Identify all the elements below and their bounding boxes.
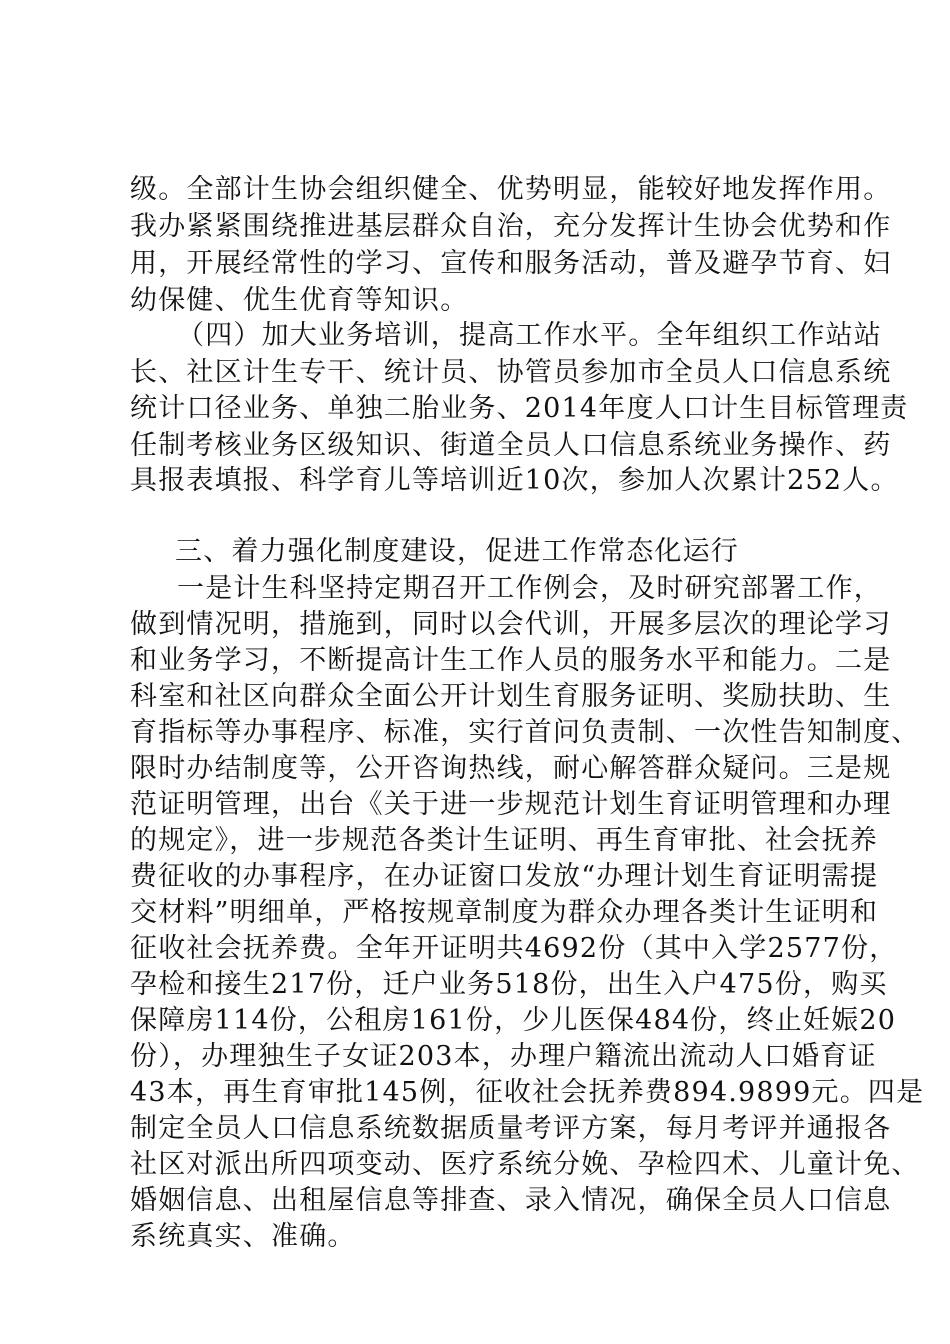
text-line: 交材料”明细单，严格按规章制度为群众办理各类计生证明和 [130,897,879,928]
text-line: 长、社区计生专干、统计员、协管员参加市全员人口信息系统 [130,357,892,388]
text-line: 做到情况明，措施到，同时以会代训，开展多层次的理论学习 [130,609,892,640]
text-line: 具报表填报、科学育儿等培训近10次，参加人次累计252人。 [130,465,899,496]
text-line: 费征收的办事程序，在办证窗口发放“办理计划生育证明需提 [130,861,879,892]
text-line: 43本，再生育审批145例，征收社会抚养费894.9899元。四是 [130,1077,925,1108]
text-line: 婚姻信息、出租屋信息等排查、录入情况，确保全员人口信息 [130,1185,892,1216]
text-line: 用，开展经常性的学习、宣传和服务活动，普及避孕节育、妇 [130,248,892,279]
text-line: 份），办理独生子女证203本，办理户籍流出流动人口婚育证 [130,1041,877,1072]
text-line: 统计口径业务、单独二胎业务、2014年度人口计生目标管理责 [130,393,909,424]
text-line: 保障房114份，公租房161份，少儿医保484份，终止妊娠20 [130,1005,897,1036]
text-line: 征收社会抚养费。全年开证明共4692份（其中入学2577份， [130,933,898,964]
text-line: 科室和社区向群众全面公开计划生育服务证明、奖励扶助、生 [130,681,892,712]
text-line: 育指标等办事程序、标准，实行首问负责制、一次性告知制度、 [130,717,920,748]
section-heading: 三、着力强化制度建设，促进工作常态化运行 [175,536,739,567]
section-heading: （四）加大业务培训，提高工作水平。全年组织工作站站 [177,320,882,351]
text-line: 系统真实、准确。 [130,1221,356,1252]
text-line: 限时办结制度等，公开咨询热线，耐心解答群众疑问。三是规 [130,753,892,784]
text-line: 范证明管理，出台《关于进一步规范计划生育证明管理和办理 [130,789,892,820]
text-line: 幼保健、优生优育等知识。 [130,285,469,316]
text-line: 制定全员人口信息系统数据质量考评方案，每月考评并通报各 [130,1113,892,1144]
text-line: 和业务学习，不断提高计生工作人员的服务水平和能力。二是 [130,645,892,676]
text-line: 的规定》，进一步规范各类计生证明、再生育审批、社会抚养 [130,825,878,856]
text-line: 我办紧紧围绕推进基层群众自治，充分发挥计生协会优势和作 [130,211,892,242]
text-line: 社区对派出所四项变动、医疗系统分娩、孕检四术、儿童计免、 [130,1149,920,1180]
text-line: 任制考核业务区级知识、街道全员人口信息系统业务操作、药 [130,430,892,461]
text-line: 级。全部计生协会组织健全、优势明显，能较好地发挥作用。 [130,174,892,205]
text-line: 一是计生科坚持定期召开工作例会，及时研究部署工作， [177,573,882,604]
text-line: 孕检和接生217份，迁户业务518份，出生入户475份，购买 [130,969,888,1000]
